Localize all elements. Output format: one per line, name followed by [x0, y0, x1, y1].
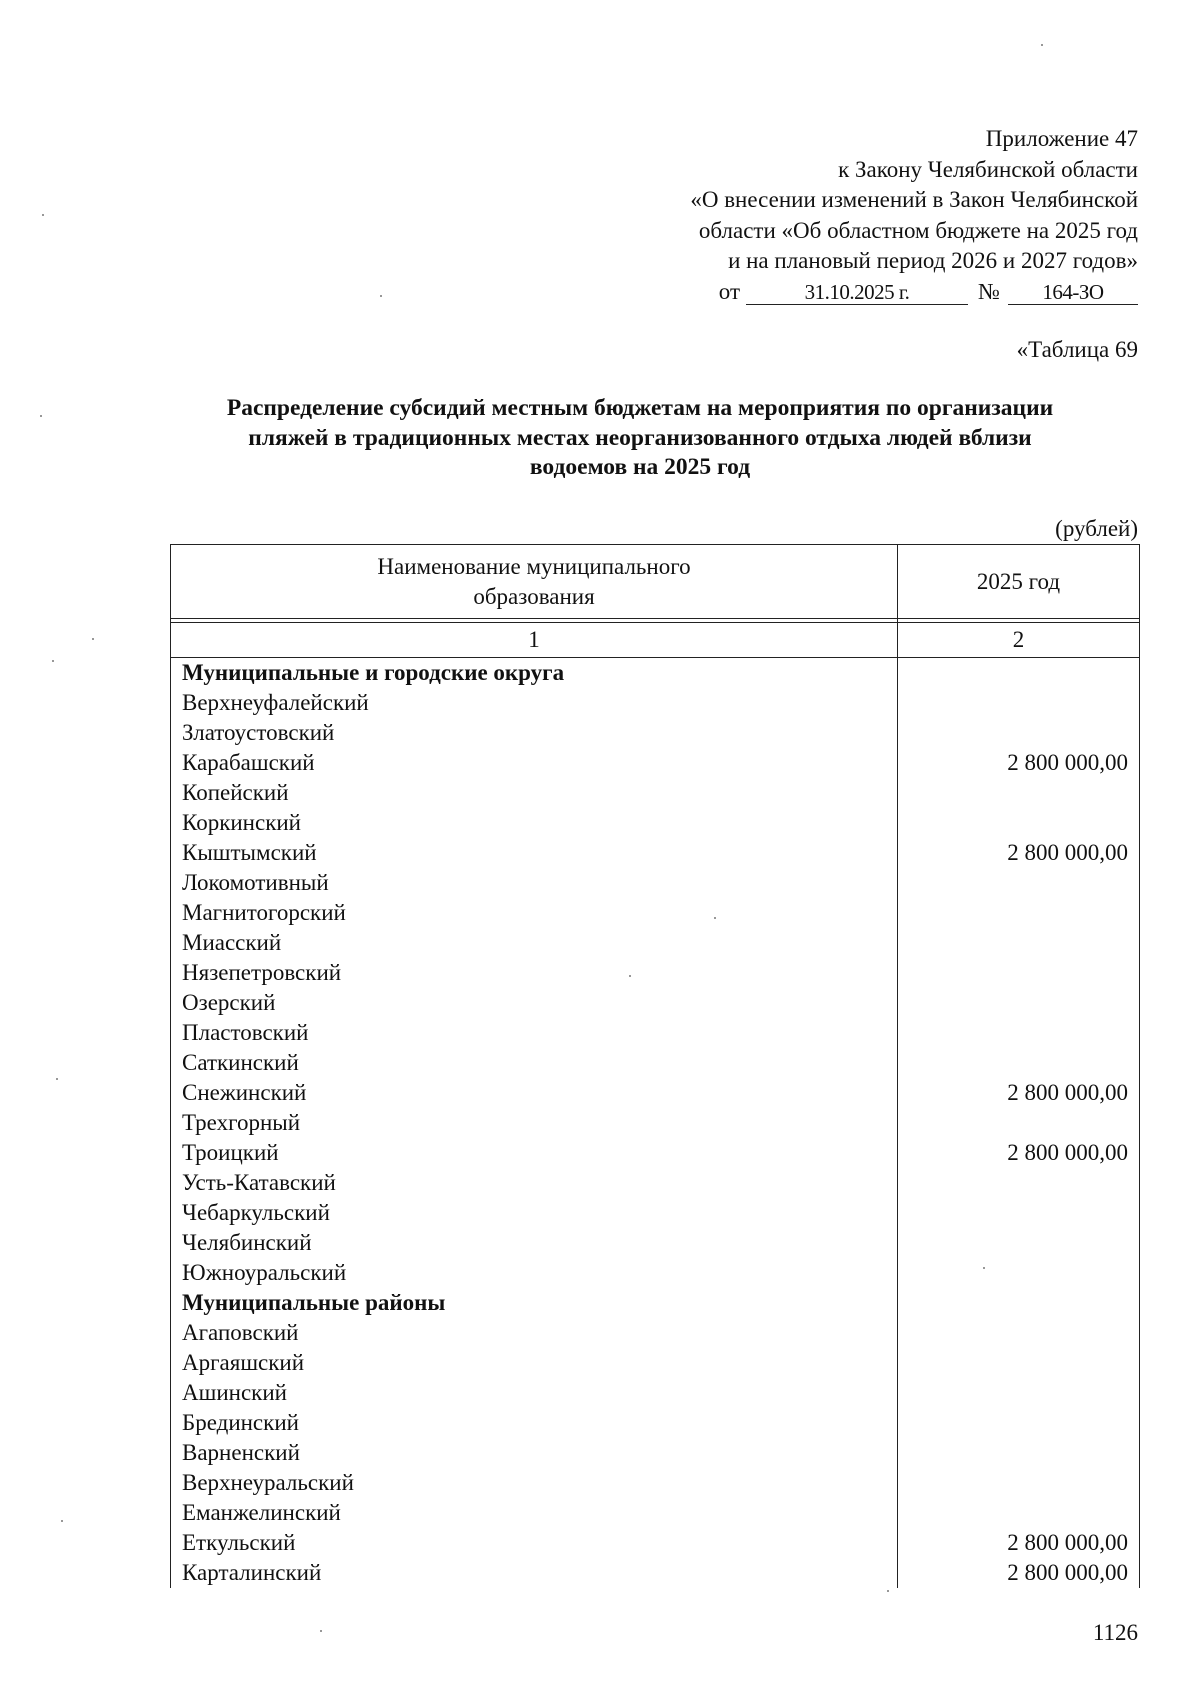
table-row [171, 1168, 1140, 1198]
page-number: 1126 [1092, 1620, 1138, 1645]
municipality-name: Ашинский [171, 1378, 898, 1408]
title-line-1: Распределение субсидий местным бюджетам на мероприятия по организации [226, 395, 1054, 421]
table-row [171, 1348, 1140, 1378]
table-row [171, 1108, 1140, 1138]
municipality-name: Саткинский [171, 1048, 898, 1078]
header-row [171, 545, 1140, 619]
column-number-1: 1 [171, 623, 898, 658]
table-row [171, 1078, 1140, 1108]
scan-speck [714, 917, 716, 919]
table-row [171, 1258, 1140, 1288]
table-row [171, 1498, 1140, 1528]
table-row [171, 778, 1140, 808]
law-name-line-3: и на плановый период 2026 и 2027 годов» [728, 248, 1138, 273]
subsidy-amount [898, 1258, 1140, 1288]
law-reference: к Закону Челябинской области [838, 156, 1138, 182]
subsidy-amount [898, 658, 1140, 689]
municipality-name: Еткульский [171, 1528, 898, 1558]
table-row [171, 868, 1140, 898]
column-header-municipality-line-1: Наименование муниципального [377, 553, 691, 579]
municipality-name: Озерский [171, 988, 898, 1018]
municipality-name: Карталинский [171, 1558, 898, 1588]
subsidy-amount [898, 1498, 1140, 1528]
municipality-name: Чебаркульский [171, 1198, 898, 1228]
table-row [171, 718, 1140, 748]
table-row [171, 1528, 1140, 1558]
table-row [171, 1438, 1140, 1468]
appendix-header [578, 124, 1138, 307]
subsidy-table-container [170, 544, 1139, 1588]
law-date-number-line [578, 277, 1138, 308]
table-row [171, 898, 1140, 928]
subsidy-amount [898, 1468, 1140, 1498]
table-row [171, 1558, 1140, 1588]
municipality-name: Варненский [171, 1438, 898, 1468]
municipality-name: Усть-Катавский [171, 1168, 898, 1198]
municipality-name: Коркинский [171, 808, 898, 838]
municipality-name: Пластовский [171, 1018, 898, 1048]
group-name: Муниципальные и городские округа [171, 658, 898, 689]
subsidy-amount [898, 988, 1140, 1018]
table-row [171, 1408, 1140, 1438]
municipality-name: Верхнеуральский [171, 1468, 898, 1498]
column-header-municipality-line-2: образования [473, 583, 595, 609]
subsidy-amount [898, 898, 1140, 928]
scan-speck [40, 415, 42, 417]
title-line-2: пляжей в традиционных местах неорганизованного отдыха людей вблизи [248, 424, 1032, 451]
subsidy-amount [898, 778, 1140, 808]
table-row [171, 838, 1140, 868]
table-row [171, 928, 1140, 958]
units-label: (рублей) [1055, 516, 1138, 541]
subsidy-amount [898, 1108, 1140, 1138]
table-row [171, 1228, 1140, 1258]
subsidy-amount [898, 1168, 1140, 1198]
table-row [171, 988, 1140, 1018]
law-name-line-1: «О внесении изменений в Закон Челябинской [690, 187, 1138, 212]
subsidy-amount [898, 808, 1140, 838]
subsidy-amount [898, 1288, 1140, 1318]
municipality-name: Троицкий [171, 1138, 898, 1168]
document-title [170, 394, 1110, 483]
municipality-name: Еманжелинский [171, 1498, 898, 1528]
subsidy-amount [898, 958, 1140, 988]
municipality-name: Челябинский [171, 1228, 898, 1258]
group-name: Муниципальные районы [171, 1288, 898, 1318]
table-row [171, 958, 1140, 988]
table-row [171, 1018, 1140, 1048]
table-row [171, 1468, 1140, 1498]
subsidy-amount [898, 1048, 1140, 1078]
subsidy-amount [898, 1378, 1140, 1408]
table-row [171, 688, 1140, 718]
municipality-name: Снежинский [171, 1078, 898, 1108]
municipality-name: Нязепетровский [171, 958, 898, 988]
title-line-3: водоемов на 2025 год [529, 454, 751, 480]
municipality-name: Верхнеуфалейский [171, 688, 898, 718]
scan-speck [56, 1078, 58, 1080]
subsidy-amount [898, 718, 1140, 748]
table-header [171, 545, 1140, 658]
municipality-name: Брединский [171, 1408, 898, 1438]
table-row [171, 1318, 1140, 1348]
table-row [171, 1198, 1140, 1228]
municipality-name: Златоустовский [171, 718, 898, 748]
municipality-name: Миасский [171, 928, 898, 958]
law-date: 31.10.2025 г. [746, 280, 968, 305]
column-header-municipality [171, 545, 898, 619]
subsidy-amount [898, 1438, 1140, 1468]
municipality-name: Копейский [171, 778, 898, 808]
subsidy-amount [898, 1318, 1140, 1348]
subsidy-amount [898, 1348, 1140, 1378]
municipality-name: Трехгорный [171, 1108, 898, 1138]
law-name-line-2: области «Об областном бюджете на 2025 год [698, 217, 1138, 243]
municipality-name: Кыштымский [171, 838, 898, 868]
scan-speck [887, 1590, 889, 1592]
group-header-row [171, 658, 1140, 689]
number-prefix: № [978, 278, 1000, 304]
subsidy-table [170, 544, 1140, 1588]
table-row [171, 1138, 1140, 1168]
subsidy-amount: 2 800 000,00 [898, 838, 1140, 868]
scan-speck [629, 975, 631, 977]
municipality-name: Магнитогорский [171, 898, 898, 928]
municipality-name: Локомотивный [171, 868, 898, 898]
subsidy-amount: 2 800 000,00 [898, 1138, 1140, 1168]
subsidy-amount: 2 800 000,00 [898, 1078, 1140, 1108]
table-label: «Таблица 69 [1016, 337, 1138, 362]
subsidy-amount [898, 1198, 1140, 1228]
group-header-row [171, 1288, 1140, 1318]
subsidy-amount [898, 928, 1140, 958]
municipality-name: Южноуральский [171, 1258, 898, 1288]
table-row [171, 748, 1140, 778]
scan-speck [1041, 44, 1043, 46]
subsidy-amount [898, 868, 1140, 898]
subsidy-amount: 2 800 000,00 [898, 748, 1140, 778]
scan-speck [380, 295, 382, 297]
scan-speck [320, 1630, 322, 1632]
municipality-name: Аргаяшский [171, 1348, 898, 1378]
scan-speck [61, 1520, 63, 1522]
subsidy-amount [898, 1228, 1140, 1258]
law-number: 164-ЗО [1008, 280, 1138, 305]
table-body [171, 658, 1140, 1589]
appendix-title: Приложение 47 [985, 126, 1138, 151]
subsidy-amount [898, 1018, 1140, 1048]
table-row [171, 808, 1140, 838]
scan-speck [52, 660, 54, 662]
date-prefix: от [718, 278, 741, 304]
table-row [171, 1048, 1140, 1078]
table-row [171, 1378, 1140, 1408]
subsidy-amount [898, 1408, 1140, 1438]
subsidy-amount: 2 800 000,00 [898, 1528, 1140, 1558]
column-number-row [171, 623, 1140, 658]
column-header-year: 2025 год [898, 545, 1140, 619]
scan-speck [92, 638, 94, 640]
subsidy-amount: 2 800 000,00 [898, 1558, 1140, 1588]
scan-speck [42, 214, 44, 216]
subsidy-amount [898, 688, 1140, 718]
scan-speck [983, 1267, 985, 1269]
municipality-name: Агаповский [171, 1318, 898, 1348]
municipality-name: Карабашский [171, 748, 898, 778]
column-number-2: 2 [898, 623, 1140, 658]
